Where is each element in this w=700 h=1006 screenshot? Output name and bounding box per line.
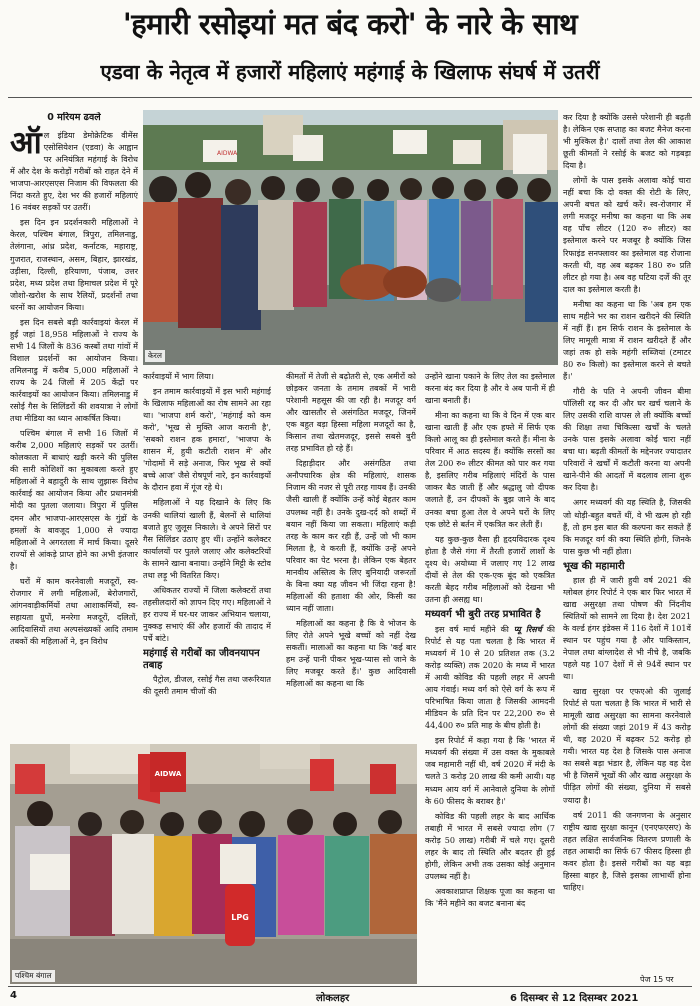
paragraph: इस दिन इन प्रदर्शनकारी महिलाओं ने केरल, पश्चिम बंगाल, त्रिपुरा, तमिलनाडु, तेलंगाना, आंध्र प्रदेश, कर्नाटक, महाराष्ट्र, गुजरात, राजस्थान, असम, बिहार, झारखंड, उड़ीसा, दिल्ली, हरियाणा, पंजाब, उत्तर प्रदेश, मध्य प्रदेश तथा हिमाचल प्रदेश में पूरे जोशो-खरोश के साथ रैलियों, प्रदर्शनों तथा धरनों का आयोजन किया। xyxy=(10,218,138,312)
page-number: 4 xyxy=(10,990,17,1001)
column-4 xyxy=(425,371,555,985)
subhead: एडवा के नेतृत्व में हजारों महिलाएं महंगाई के खिलाफ संघर्ष में उतरीं xyxy=(100,60,600,84)
paragraph: ऑल इंडिया डेमोक्रेटिक वीमेंस एसोसियेशन (एडवा) के आह्वान पर अनियंत्रित महंगाई के विरोध में और देश के करोड़ों गरीबों को राहत देने में भाजपा-आरएसएस निजाम की विफलता की निंदा करते हुए, देश भर की हजारों महिलाएं 16 नवंबर सड़कों पर उतरीं। xyxy=(10,125,138,213)
paragraph: पैट्रोल, डीजल, रसोई गैस तथा जरूरियात की दूसरी तमाम चीजों की xyxy=(143,675,271,697)
paragraph: इस रिपोर्ट में कहा गया है कि 'भारत में मध्यवर्ग की संख्या में उस वक्त के मुकाबले जब महामारी नहीं थी, वर्ष 2020 में मंदी के चलते 3 करोड़ 20 लाख की कमी आयी। यह मध्यम आय वर्ग में आनेवाले दुनिया के लोगों के 60 फीसद के बराबर है।' xyxy=(425,736,555,806)
issue-date: 6 दिसम्बर से 12 दिसम्बर 2021 xyxy=(510,993,639,1004)
paragraph: इस दिन सबसे बड़ी कार्रवाइयां केरल में हुईं जहां 18,958 महिलाओं ने राज्य के सभी 14 जिलों के 836 कस्बों तथा गांवों में विशाल प्रदर्शनों का आयोजन किया। तमिलनाडु में करीब 5,000 महिलाओं ने राज्य के 24 जिलों में 205 केंद्रों पर कार्रवाइयों का आयोजन किया। तमिलनाडु में रसोई गैस के सिलिंडरों की शवयात्रा ने लोगों तथा मीडिया का ध्यान आकर्षित किया। xyxy=(10,317,138,424)
banner-text: AIDWA xyxy=(154,770,182,778)
paragraph: गौरी के पति ने अपनी जीवन बीमा पॉलिसी रद्द कर दी और घर खर्च चलाने के लिए उसकी राशि वापस ले ली क्योंकि बच्चों की शिक्षा तथा चिकित्सा खर्चों के चलते उनके पास इसके अलावा कोई चारा नहीं बचा था। बढ़ती कीमतों के मद्देनजर ज्यादातर परिवारों ने खर्चों में कटौती करना या अपनी खाने-पीने की आदतों में बदलाव लाना शुरू कर दिया है। xyxy=(563,387,691,493)
paragraph: पश्चिम बंगाल में सभी 16 जिलों में करीब 2,000 महिलाएं सड़कों पर उतरीं। कोलकाता में बाधाएं खड़ी करने की पुलिस की सारी कोशिशों का मुकाबला करते हुए महिलाओं ने बहादुरी के साथ जुझारू विरोध कार्रवाई का आयोजन किया और प्रधानमंत्री मोदी का पुतला जलाया। त्रिपुरा में पुलिस दमन और भाजपा-आरएसएस के गुंडों के हमलों के बावजूद 1,000 से ज्यादा महिलाओं ने अगरतला में मार्च किया। दूसरे राज्यों से आंकड़े प्राप्त होने का अभी इंतजार है। xyxy=(10,429,138,571)
paragraph: अवकाशप्राप्त शिक्षक पूजा का कहना था कि 'मैंने महीने का बजट बनाना बंद xyxy=(425,886,555,908)
paragraph: महिलाओं ने यह दिखाने के लिए कि उनकी थालियां खाली हैं, बेलनों से थालियां बजाते हुए जुलूस निकाले। वे अपने सिरों पर गैस सिलिंडर उठाए हुए थीं। उन्होंने कलेक्टर कार्यालयों पर पुतले जलाए और कलेक्टरियों के सामने खाना बनाया। उन्होंने मिट्टी के स्टोव तथा लड़ू भी वितरित किए। xyxy=(143,498,271,580)
headline: 'हमारी रसोइयां मत बंद करो' के नारे के साथ xyxy=(122,7,578,41)
header-rule xyxy=(8,97,692,98)
column-3 xyxy=(286,371,416,740)
banner-text: AIDWA xyxy=(217,150,238,157)
paragraph: कोविड की पहली लहर के बाद आर्थिक तबाही में भारत में सबसे ज्यादा लोग (7 करोड़ 50 लाख) गरीबी में चले गए। दूसरी लहर के बाद तो स्थिति और बदतर ही हुई होगी, लेकिन अभी तक उसका कोई अनुमान उपलब्ध नहीं है। xyxy=(425,811,555,881)
paragraph: कीमतों में तेजी से बढ़ोतरी से, एक अमीरों को छोड़कर जनता के तमाम तबकों में भारी परेशानी महसूस की जा रही है। मजदूर वर्ग और खासतौर से असंगठित मजदूर, जिनमें एक बहुत बड़ा हिस्सा महिला मजदूरों का है, किसान तथा खेतमजदूर, इससे सबसे बुरी तरह प्रभावित हो रहे हैं। xyxy=(286,372,416,454)
footer-rule xyxy=(8,986,692,987)
paragraph: वर्ष 2011 की जनगणना के अनुसार राष्ट्रीय खाद्य सुरक्षा कानून (एनएफएसए) के तहत लक्षित सार्वजनिक वितरण प्रणाली के तहत आबादी का सिर्फ 67 फीसद हिस्सा ही कवर होता है। इससे गरीबों का यह बड़ा हिस्सा बाहर है, जिसे इसका लाभार्थी होना चाहिए। xyxy=(563,810,691,892)
paragraph: घरों में काम करनेवाली मजदूरों, स्व-रोजगार में लगी महिलाओं, बेरोजगारों, आंगनवाड़ीकर्मियों तथा आशाकर्मियों, स्व-सहायता ग्रुपों, मनरेगा मजदूरों, दलितों, आदिवासियों तथा अल्पसंख्यकों आदि तमाम तबकों की महिलाओं ने, इन विरोध xyxy=(10,576,138,646)
paragraph: अधिकतर राज्यों में जिला कलेक्टरों तथा तहसीलदारों को ज्ञापन दिए गए। महिलाओं ने हर राज्य में घर-घर जाकर अभियान चलाया, नुक्कड़ सभाएं कीं और हजारों की तादाद में पर्चे बांटे। xyxy=(143,585,271,643)
column-1 xyxy=(10,112,138,740)
column-2 xyxy=(143,371,271,740)
photo-kerala xyxy=(143,110,558,365)
subheading: महंगाई से गरीबों का जीवनयापन तबाह xyxy=(143,648,260,672)
paragraph: हाल ही में जारी हुयी वर्ष 2021 की ग्लोबल हंगर रिपोर्ट ने एक बार फिर भारत में खाद्य असुरक्षा तथा पोषण की निंदनीय स्थितियों को सामने ला दिया है। देश 2021 के वर्ल्ड हंगर इंडेक्स में 116 देशों में 101वें स्थान पर पहुंच गया है और पाकिस्तान, नेपाल तथा बांग्लादेश से भी नीचे है, जबकि पहले यह 107 देशों में से 94वें स्थान पर था। xyxy=(563,575,691,682)
paragraph: महिलाओं का कहना है कि वे भोजन के लिए रोते अपने भूखे बच्चों को नहीं देख सकतीं। मालाओं का कहना था कि 'कई बार हम उन्हें पानी पीकर भूख-प्यास सो जाने के लिए मजबूर करते हैं।' कुछ आदिवासी महिलाओं का कहना था कि xyxy=(286,618,416,689)
continued-on-page: पेज 15 पर xyxy=(640,975,674,984)
photo-west-bengal xyxy=(10,744,417,984)
paragraph: अगर मध्यवर्ग की यह स्थिति है, जिसकी जो थोड़ी-बहुत बचतें थीं, वे भी खत्म हो रही हैं, तो हम इस बात की कल्पना कर सकते हैं कि मजदूर वर्ग की क्या स्थिति होगी, जिनके पास कुछ भी नहीं होता। xyxy=(563,498,691,556)
byline: 0 मरियम ढवले xyxy=(47,112,101,123)
subheading: मध्यवर्ग भी बुरी तरह प्रभावित है xyxy=(425,608,541,620)
paragraph: उन्होंने खाना पकाने के लिए तेल का इस्तेमाल करना बंद कर दिया है और वे अब पानी में ही खाना बनाती हैं। xyxy=(425,372,555,406)
paragraph: मनीषा का कहना था कि 'अब हम एक साथ महीने भर का राशन खरीदने की स्थिति में नहीं हैं। हम सिर्फ राशन के इस्तेमाल के लिए मामूली मात्रा में राशन खरीदते हैं और जहां तक हो सके महंगी सब्जियां (टमाटर 80 रु० किलो) का इस्तेमाल करने से बचते हैं।' xyxy=(563,299,691,381)
paragraph: खाद्य सुरक्षा पर एफएओ की जुलाई रिपोर्ट से पता चलता है कि भारत में भारी से मामूली खाद्य असुरक्षा का सामना करनेवाले लोगों की संख्या जहां 2019 में 43 करोड़ थी, वह 2020 में बढ़कर 52 करोड़ हो गयी। भारत यह देश है जिसके पास अनाज का सबसे बड़ा भंडार है, लेकिन यह वह देश भी है जिसमें भूखों की और खाद्य असुरक्षा के पीड़ित लोगों की संख्या, दुनिया में सबसे ज्यादा है। xyxy=(563,687,691,805)
paragraph: यह कुछ-कुछ वैसा ही हृदयविदारक दृश्य होता है जैसे गंगा में तैरती हजारों लाशों के दृश्य थे। अयोध्या में जलाए गए 12 लाख दीयों से तेल की एक-एक बूंद को एकत्रित करती बेहद गरीब महिलाओं को देखना भी उतना ही असह्य था। xyxy=(425,534,555,604)
photo-caption: केरल xyxy=(145,350,165,362)
paragraph: मीना का कहना था कि वे दिन में एक बार खाना खाती हैं और एक हफ्ते में सिर्फ एक किलो आलू का ही इस्तेमाल करते हैं। मीना के परिवार में आठ सदस्य हैं। क्योंकि सरसों का तेल 200 रु० लीटर कीमत को पार कर गया है, इसलिए गरीब महिलाएं मंदिरों के पास जाकर बैठ जाती हैं और श्रद्धालु जो दीपक जलाते हैं, उन दीपकों के बुझ जाने के बाद उनका बचा हुआ तेल वे अपने घरों के लिए एक छोटे से बर्तन में एकत्रित कर लेती हैं। xyxy=(425,411,555,529)
paragraph: कर दिया है क्योंकि उससे परेशानी ही बढ़ती है। लेकिन एक सप्ताह का बजट मैनेज करना भी मुश्किल है।' दालों तथा तेल की आकाश छूती कीमतों ने रसोई के बजट को गड़बड़ा दिया है। xyxy=(563,113,691,171)
column-5 xyxy=(563,112,691,972)
paragraph: इस वर्ष मार्च महीने की प्यू रिसर्च की रिपोर्ट से यह पता चलता है कि भारत में मध्यवर्ग में 10 से 20 प्रतिशत तक (3.2 करोड़ व्यक्ति) तक 2020 के मध्य में भारत में आयी कोविड की पहली लहर में अपनी आय गंवाई। मध्य वर्ग को ऐसे वर्ग के रूप में परिभाषित किया जाता है जिसकी आमदनी मीडियन के प्रति दिन पर 22,200 रु० से 44,400 रु० प्रति माह के बीच होती है। xyxy=(425,623,555,731)
subheading: भूख की महामारी xyxy=(563,560,625,572)
lpg-label: LPG xyxy=(231,913,249,922)
paragraph: लोगों के पास इसके अलावा कोई चारा नहीं बचा कि दो वक्त की रोटी के लिए, अपनी बचत को खर्च करें। स्व-रोजगार में लगी मजदूर मनीषा का कहना था कि अब वह पाँच लीटर (120 रु० लीटर) का इस्तेमाल करने पर मजबूर है क्योंकि जिस रिफाइंड सनफ्लावर का इस्तेमाल वह रोजाना करती थी, वह अब बढ़कर 180 रु० प्रति लीटर हो गया है। अब वह घटिया दर्जे की तूर दाल का इस्तेमाल करती है। xyxy=(563,176,691,294)
paragraph: इन तमाम कार्रवाइयों में इस भारी महंगाई के खिलाफ महिलाओं का रोष सामने आ रहा था। 'भाजपा शर्म करो', 'महंगाई को कम करो', 'भूख से मुक्ति आज करानी है', 'सबको राशन हक हमारा', 'भाजपा के शासन में, हुयी कटौती राशन में' और 'गोदामों में सड़े अनाज, फिर भूख से क्यों बच्चे आज' जैसे रोषपूर्ण नारे, इन कार्रवाइयों के दौरान हवा में गूंज रहे थे। xyxy=(143,387,271,493)
drop-cap: ऑ xyxy=(10,125,42,162)
photo-caption: पश्चिम बंगाल xyxy=(12,970,55,982)
paragraph: दिहाड़ीदार और असंगठित तथा अनौपचारिक क्षेत्र की महिलाएं, शासक निजाम की नजर से पूरी तरह गायब हैं। उनकी जैसी खाली हैं क्योंकि उन्हें कोई बेहतर काम उपलब्ध नहीं है। उनके दुख-दर्द को शब्दों में बयान नहीं किया जा सकता। महिलाएं कड़ी तरह के काम कर रही हैं, उन्हें जो भी काम मिलता है, वे करती हैं, क्योंकि उन्हें अपने परिवार का पेट भरना है। लेकिन एक बेहतर मानवीय अस्तित्व के लिए बुनियादी जरूरतों के बिना क्या यह जीवन भी जिंदा रहना है! महिलाओं की हताशा की ओर, किसी का ध्यान नहीं जाता। xyxy=(286,459,416,613)
emphasis: प्यू रिसर्च xyxy=(513,623,542,634)
paragraph: कार्रवाइयों में भाग लिया। xyxy=(143,372,214,381)
publication-name: लोकलहर xyxy=(316,993,350,1004)
